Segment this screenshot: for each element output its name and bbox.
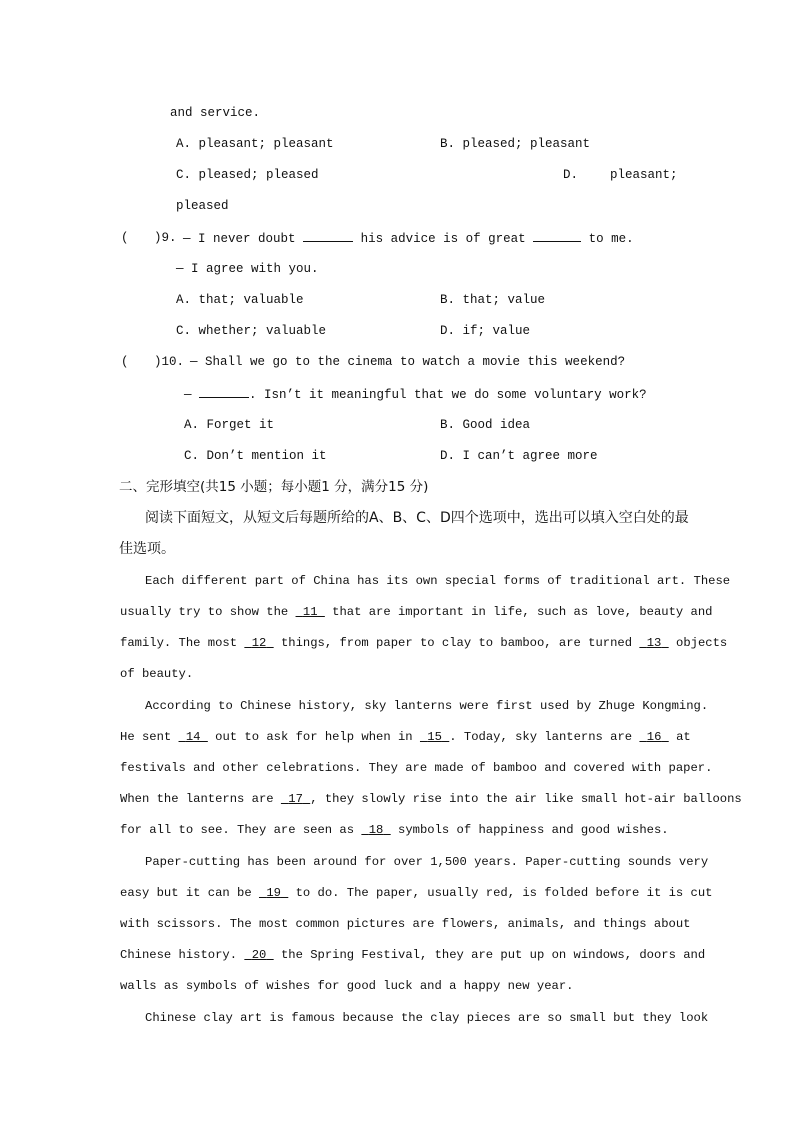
p1-line-1: Each different part of China has its own special forms of traditional art. These: [145, 574, 731, 588]
q10-number: )10.: [154, 355, 185, 369]
p2-line-4-a: When the lanterns are: [120, 792, 274, 806]
p3-line-3: with scissors. The most common pictures are flowers, animals, and things about: [120, 917, 691, 931]
blank-13-number: 13: [646, 636, 662, 650]
blank-12: [244, 636, 273, 650]
p3-line-2-a: easy but it can be: [120, 886, 252, 900]
blank-20-number: 20: [251, 948, 267, 962]
blank-17: [281, 792, 310, 806]
p2-line-4: [120, 790, 742, 808]
blank-19: [259, 886, 288, 900]
p2-line-1: According to Chinese history, sky lanterns were first used by Zhuge Kongming.: [145, 699, 709, 713]
q9-stem: [183, 229, 634, 248]
blank-13: [639, 636, 668, 650]
q9-stem-part-3: to me.: [588, 232, 634, 246]
q10-blank: [199, 385, 249, 398]
blank-18-number: 18: [368, 823, 384, 837]
q9-blank-1: [303, 229, 353, 242]
q9-paren-open: (: [121, 231, 129, 245]
q9-number: )9.: [154, 231, 177, 245]
blank-18: [361, 823, 390, 837]
blank-14: [179, 730, 208, 744]
p3-line-2-b: to do. The paper, usually red, is folded before it is cut: [295, 886, 713, 900]
q9-option-d: D. if; value: [440, 324, 531, 338]
p3-line-4-a: Chinese history.: [120, 948, 238, 962]
blank-15-number: 15: [427, 730, 442, 744]
p2-line-5: [120, 821, 669, 839]
p3-line-1: Paper-cutting has been around for over 1,500 years. Paper-cutting sounds very: [145, 855, 709, 869]
q10-reply-dash: —: [184, 388, 192, 402]
q9-option-a: A. that; valuable: [176, 293, 304, 307]
p3-line-4-b: the Spring Festival, they are put up on windows, doors and: [280, 948, 706, 962]
q9-stem-part-2: his advice is of great: [360, 232, 526, 246]
q9-blank-2: [533, 229, 581, 242]
p4-line-1: Chinese clay art is famous because the clay pieces are so small but they look: [145, 1011, 709, 1025]
p2-line-2-c: . Today, sky lanterns are: [449, 730, 633, 744]
blank-16-number: 16: [646, 730, 662, 744]
p1-line-3-a: family. The most: [120, 636, 238, 650]
blank-20: [244, 948, 273, 962]
section-heading: 二、完形填空(共15 小题；每小题1 分，满分15 分): [119, 479, 429, 495]
q8-option-b: B. pleased; pleasant: [440, 137, 591, 151]
p2-line-4-b: , they slowly rise into the air like small hot-air balloons: [310, 792, 742, 806]
p3-line-2: [120, 884, 713, 902]
blank-11-number: 11: [302, 605, 318, 619]
blank-14-number: 14: [185, 730, 201, 744]
q8-option-d-letter: D.: [563, 168, 579, 182]
q10-option-a: A. Forget it: [184, 418, 275, 432]
p1-line-2-a: usually try to show the: [120, 605, 289, 619]
q9-option-b: B. that; value: [440, 293, 546, 307]
p2-line-5-a: for all to see. They are seen as: [120, 823, 355, 837]
q9-reply: — I agree with you.: [176, 262, 319, 276]
q8-option-d-text: pleasant;: [610, 168, 678, 182]
q10-paren-open: (: [121, 355, 129, 369]
q8-tail: and service.: [170, 106, 261, 120]
p2-line-2-b: out to ask for help when in: [215, 730, 413, 744]
blank-16: [639, 730, 668, 744]
p1-line-4: of beauty.: [120, 667, 194, 681]
p1-line-2: [120, 603, 712, 621]
blank-12-number: 12: [251, 636, 267, 650]
q10-option-d: D. I can’t agree more: [440, 449, 598, 463]
q10-option-b: B. Good idea: [440, 418, 531, 432]
blank-15: [420, 730, 449, 744]
p1-line-3-b: things, from paper to clay to bamboo, are turned: [280, 636, 633, 650]
p3-line-4: [120, 946, 705, 964]
q10-reply: [184, 385, 647, 404]
p2-line-2-a: He sent: [120, 730, 172, 744]
p2-line-5-b: symbols of happiness and good wishes.: [398, 823, 669, 837]
p2-line-3: festivals and other celebrations. They are made of bamboo and covered with paper.: [120, 761, 713, 775]
q8-option-d-wrap: pleased: [176, 199, 229, 213]
p2-line-2-d: at: [676, 730, 691, 744]
p1-line-3-c: objects: [676, 636, 728, 650]
q8-option-c: C. pleased; pleased: [176, 168, 319, 182]
p1-line-3: [120, 634, 727, 652]
q10-reply-text: . Isn’t it meaningful that we do some voluntary work?: [249, 388, 647, 402]
q8-option-a: A. pleasant; pleasant: [176, 137, 334, 151]
section-instructions-line-1: 阅读下面短文，从短文后每题所给的A、B、C、D四个选项中，选出可以填入空白处的最: [145, 510, 689, 526]
p1-line-2-b: that are important in life, such as love, beauty and: [332, 605, 713, 619]
blank-19-number: 19: [266, 886, 281, 900]
blank-17-number: 17: [288, 792, 303, 806]
section-instructions-line-2: 佳选项。: [119, 541, 175, 557]
p3-line-5: walls as symbols of wishes for good luck and a happy new year.: [120, 979, 574, 993]
p2-line-2: [120, 728, 691, 746]
q9-option-c: C. whether; valuable: [176, 324, 327, 338]
q10-option-c: C. Don’t mention it: [184, 449, 327, 463]
blank-11: [296, 605, 325, 619]
q9-stem-part-1: — I never doubt: [183, 232, 296, 246]
q10-stem: — Shall we go to the cinema to watch a movie this weekend?: [190, 355, 626, 369]
